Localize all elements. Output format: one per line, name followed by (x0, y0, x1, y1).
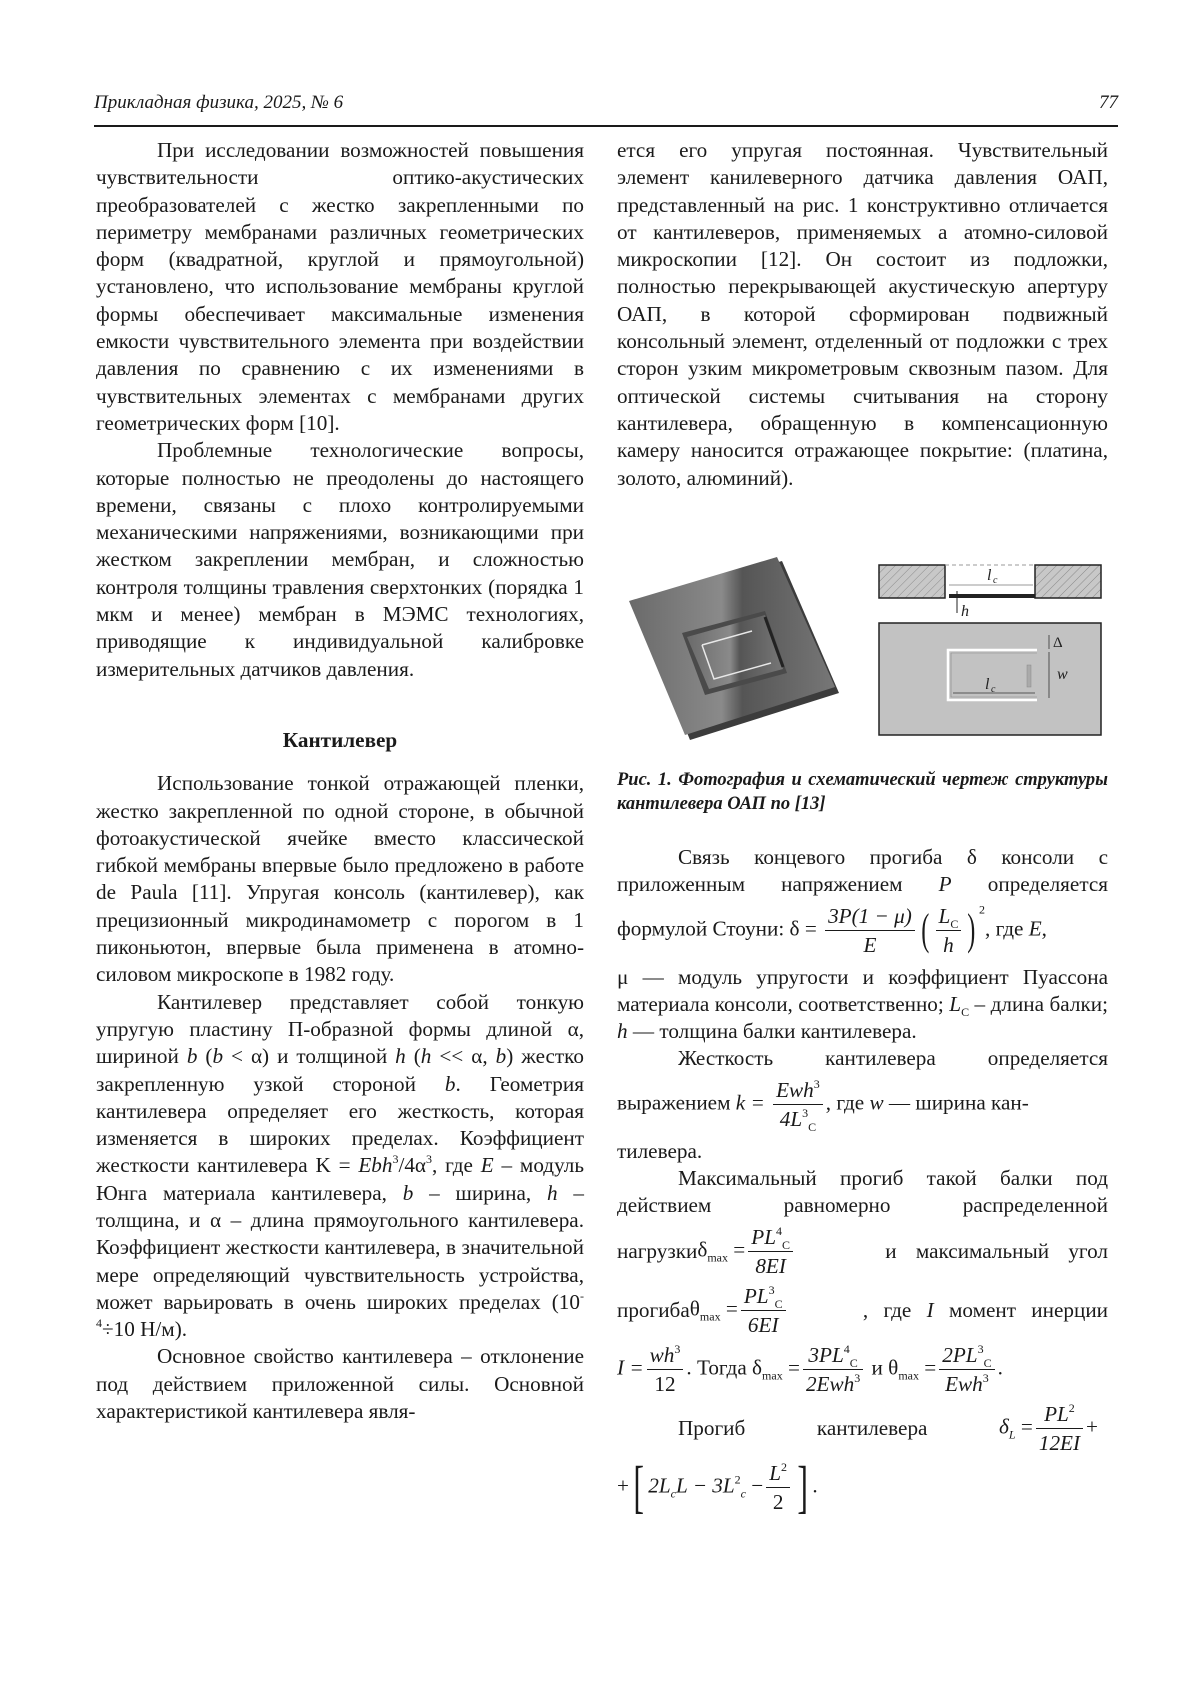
svg-text:l: l (987, 567, 992, 584)
max-deflection-formula: нагрузки $\delta_{max}$ = $\frac{PL^4_C}{8EI}$ и максимальный угол (617, 1223, 1108, 1278)
cantilever-figure (617, 555, 1117, 760)
svg-text:l: l (985, 676, 990, 693)
paragraph-line: приложенным напряжением P определяется (617, 872, 1108, 897)
svg-text:h: h (961, 603, 969, 620)
paragraph: ется его упругая постоянная. Чувствительный элемент канилеверного датчика давления ОАП, представленный на рис. 1 конструктивно отличается от кантилеверов, применяемых а атомно-силовой микроскопии [12]. Он состоит из подложки, полностью перекрывающей акустическую апертуру ОАП, в которой сформирован подвижный консольный элемент, отделенный от подложки с трех сторон узким микрометровым сквозным пазом. Для оптической системы считывания на сторону кантилевера, обращенную в компенсационную камеру наносится отражающее покрытие: (платина, золото, алюминий). (617, 138, 1108, 490)
paragraph: Использование тонкой отражающей пленки, жестко закрепленной по одной стороне, в обычной фотоакустической ячейке вместо классической гибкой мембраны впервые было предложено в работе de Paula [11]. Упругая консоль (кантилевер), как прецизионный микродинамометр с порогом в 1 пиконьютон, впервые была применена в атомно-силовом микроскопе в 1982 году. (96, 771, 584, 987)
right-column-bottom (617, 844, 1108, 1519)
svg-text:c: c (993, 575, 998, 586)
paragraph-line: тилевера. (617, 1138, 703, 1163)
max-angle-formula: прогиба $\theta_{max}$ = $\frac{PL^3_C}{6EI}$ , где I момент инерции (617, 1282, 1108, 1337)
stoney-formula: формулой Стоуни: δ = $\frac{3P(1 - \mu)}{E}$ ( $\frac{L_C}{h}$ ) $^2$, где E, (617, 901, 1047, 957)
photo-cantilever (629, 557, 839, 740)
header-rule (94, 125, 1118, 127)
running-header (94, 92, 1118, 122)
paragraph-line: Максимальный прогиб такой балки под (678, 1166, 1108, 1191)
left-column (96, 137, 584, 1425)
svg-text:w: w (1057, 666, 1068, 683)
paragraph: μ — модуль упругости и коэффициент Пуассона материала консоли, соответственно; $L_C$ – длина балки; h — толщина балки кантилевера. (617, 964, 1108, 1044)
svg-text:Δ: Δ (1053, 635, 1063, 651)
figure-caption: Рис. 1. Фотография и схематический чертеж структуры кантилевера ОАП по [13] (617, 770, 1108, 814)
cross-section-diagram (879, 565, 1101, 620)
paragraph: Проблемные технологические вопросы, которые полностью не преодолены до настоящего времени, связаны с плохо контролируемыми механическими напряжениями, возникающими при жестком закреплении мембран, и сложностью контроля толщины травления сверхтонких (порядка 1 мкм и менее) мембран в МЭМС технологиях, приводящие к индивидуальной калибровке измерительных датчиков давления. (96, 438, 584, 681)
paragraph-line: Связь концевого прогиба δ консоли с (678, 845, 1108, 869)
svg-text:c: c (991, 684, 996, 695)
stiffness-formula: выражением k = $\frac{Ewh^3}{4L^3_C}$ , где w — ширина кан- (617, 1076, 1029, 1134)
section-heading: Кантилевер (282, 727, 398, 752)
paragraph-line: Жесткость кантилевера определяется (678, 1046, 1108, 1071)
deflection-formula-line1: Прогиб кантилевера $\delta_L$ = $\frac{PL^2}{12EI}$ + (678, 1400, 1098, 1455)
journal-title: Прикладная физика, 2025, № 6 (94, 92, 344, 113)
paragraph-line: действием равномерно распределенной (617, 1193, 1108, 1218)
paragraph: Кантилевер представляет собой тонкую упругую пластину П-образной формы длиной α, шириной b (b < α) и толщиной h (h << α, b) жестко закрепленную узкой стороной b. Геометрия кантилевера определяет его жесткость, которая изменяется в широких пределах. Коэффициент жесткости кантилевера $K = Ebh^3/4\alpha^3$, где E – модуль Юнга материала кантилевера, b – ширина, h – толщина, и α – длина прямоугольного кантилевера. Коэффициент жесткости кантилевера, в значительной мере определяющий чувствительность устройства, может варьировать в очень широких пределах ($10^{-4}\div 10$ Н/м). (96, 989, 584, 1342)
inertia-formula: I = $\frac{wh^3}{12}$ . Тогда $\delta_{max}$ = $\frac{3PL^4_C}{2Ewh^3}$ и $\theta_{max}$ = $\frac{2PL^3_C}{Ewh^3}$ . (617, 1341, 1003, 1396)
page-number: 77 (1099, 92, 1118, 113)
paragraph: Основное свойство кантилевера – отклонение под действием приложенной силы. Основной характеристикой кантилевера явля- (96, 1344, 584, 1424)
right-column-top (617, 137, 1108, 492)
paragraph: При исследовании возможностей повышения чувствительности оптико-акустических преобразователей с жестко закрепленными по периметру мембранами различных геометрических форм (квадратной, круглой и прямоугольной) установлено, что использование мембраны круглой формы обеспечивает максимальные изменения емкости чувствительного элемента при воздействии давления по сравнению с их изменениями в чувствительных элементах с мембранами других геометрических форм [10]. (96, 138, 584, 435)
figure-1 (617, 555, 1117, 760)
deflection-formula-line2: +[ $2L_cL - 3L^2_c$ − $\frac{L^2}{2}$ ] . (617, 1454, 818, 1520)
top-view-diagram (879, 623, 1101, 735)
